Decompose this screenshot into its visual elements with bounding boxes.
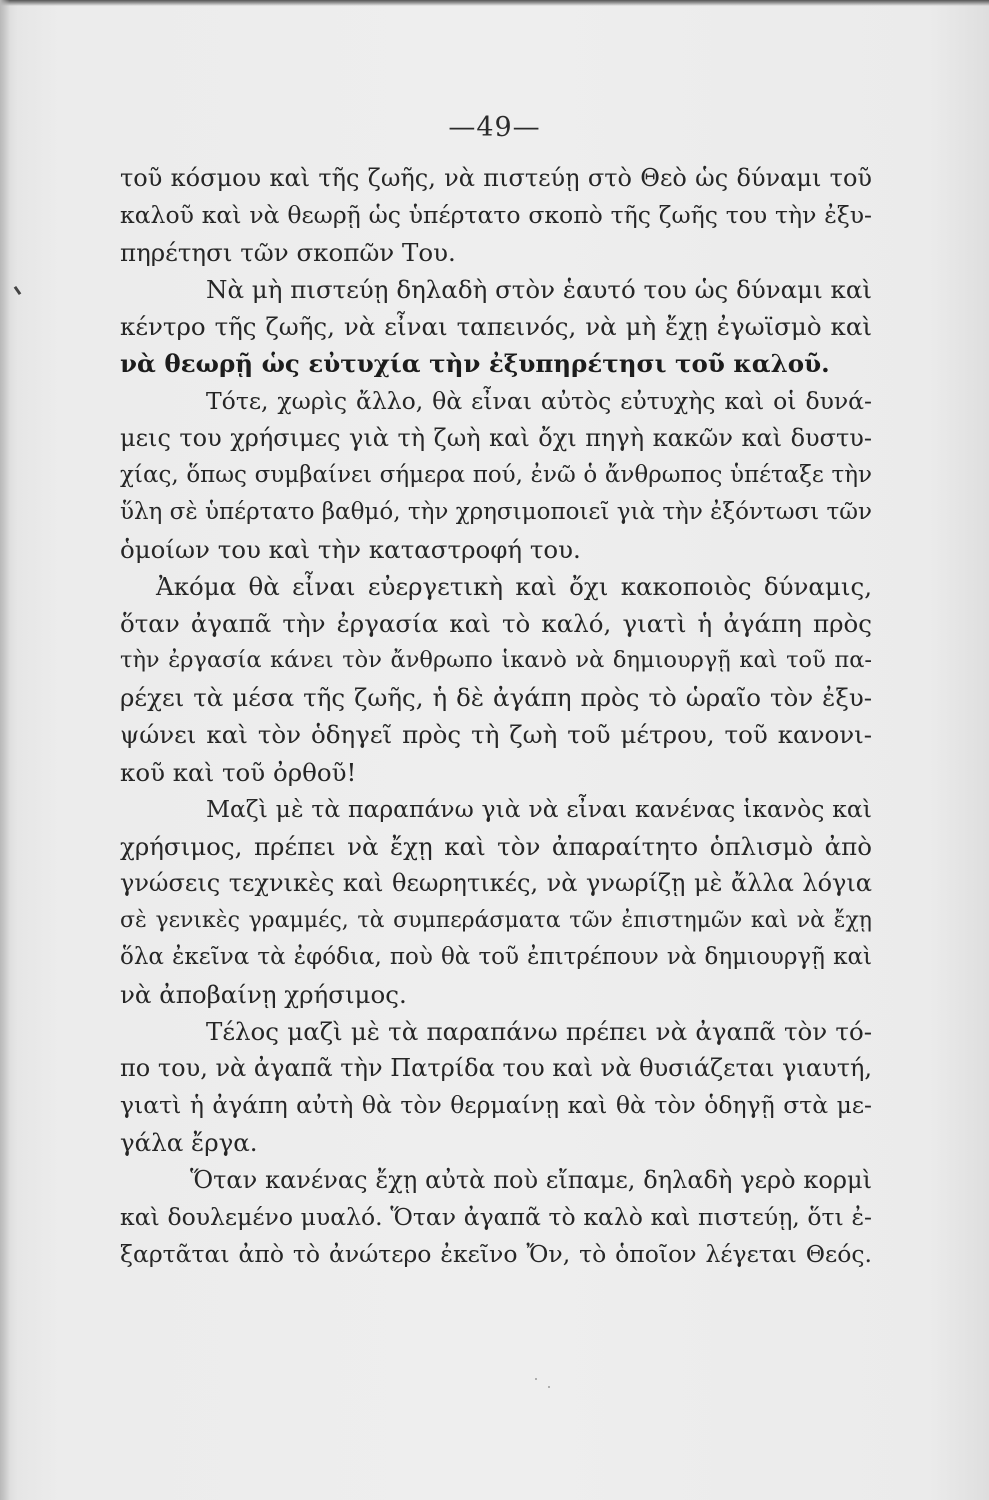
page-number: —49— (448, 112, 541, 143)
text-line: Τέλος μαζὶ μὲ τὰ παραπάνω πρέπει νὰ ἀγαπᾶ τὸν τό- (206, 1017, 872, 1047)
text-line: Νὰ μὴ πιστεύῃ δηλαδὴ στὸν ἑαυτό του ὡς δύναμι καὶ (206, 275, 872, 305)
text-line: νὰ θεωρῇ ὡς εὐτυχία τὴν ἐξυπηρέτησι τοῦ καλοῦ. (120, 349, 830, 379)
text-line: τὴν ἐργασία κάνει τὸν ἄνθρωπο ἱκανὸ νὰ δημιουργῇ καὶ τοῦ πα- (120, 647, 872, 674)
text-line: χρήσιμος, πρέπει νὰ ἔχῃ καὶ τὸν ἀπαραίτητο ὁπλισμὸ ἀπὸ (120, 831, 872, 861)
text-line: νὰ ἀποβαίνῃ χρήσιμος. (120, 980, 407, 1010)
text-line: τοῦ κόσμου καὶ τῆς ζωῆς, νὰ πιστεύῃ στὸ Θεὸ ὡς δύναμι τοῦ (120, 164, 872, 192)
text-line: ψώνει καὶ τὸν ὁδηγεῖ πρὸς τὴ ζωὴ τοῦ μέτρου, τοῦ κανονι- (120, 720, 872, 750)
text-line: ὅταν ἀγαπᾶ τὴν ἐργασία καὶ τὸ καλό, γιατὶ ἡ ἀγάπη πρὸς (120, 609, 872, 639)
text-line: Μαζὶ μὲ τὰ παραπάνω γιὰ νὰ εἶναι κανένας ἱκανὸς καὶ (206, 794, 872, 823)
text-line: Ὅταν κανένας ἔχῃ αὐτὰ ποὺ εἴπαμε, δηλαδὴ γερὸ κορμὶ (190, 1165, 872, 1194)
text-line: καὶ δουλεμένο μυαλό. Ὅταν ἀγαπᾶ τὸ καλὸ καὶ πιστεύῃ, ὅτι ἐ- (120, 1202, 872, 1231)
text-line: σὲ γενικὲς γραμμές, τὰ συμπεράσματα τῶν ἐπιστημῶν καὶ νὰ ἔχῃ (120, 907, 872, 933)
text-line: ρέχει τὰ μέσα τῆς ζωῆς, ἡ δὲ ἀγάπη πρὸς τὸ ὡραῖο τὸν ἐξυ- (120, 683, 872, 713)
text-line: ξαρτᾶται ἀπὸ τὸ ἀνώτερο ἐκεῖνο Ὄν, τὸ ὁποῖον λέγεται Θεός. (120, 1239, 872, 1268)
text-line: ὁμοίων του καὶ τὴν καταστροφή του. (120, 534, 581, 564)
text-line: καλοῦ καὶ νὰ θεωρῇ ὡς ὑπέρτατο σκοπὸ τῆς ζωῆς του τὴν ἐξυ- (120, 201, 872, 230)
margin-mark (14, 286, 22, 295)
text-line: κέντρο τῆς ζωῆς, νὰ εἶναι ταπεινός, νὰ μὴ ἔχῃ ἐγωϊσμὸ καὶ (120, 312, 872, 342)
text-line: γνώσεις τεχνικὲς καὶ θεωρητικές, νὰ γνωρίζῃ μὲ ἄλλα λόγια (120, 868, 872, 897)
text-line: πηρέτησι τῶν σκοπῶν Του. (120, 238, 456, 268)
text-line: γιατὶ ἡ ἀγάπη αὐτὴ θὰ τὸν θερμαίνῃ καὶ θὰ τὸν ὁδηγῇ στὰ με- (120, 1091, 872, 1120)
page-top-edge (0, 0, 989, 6)
paper-speck (548, 1386, 550, 1388)
paper-speck (535, 1378, 537, 1380)
text-line: πο του, νὰ ἀγαπᾶ τὴν Πατρίδα του καὶ νὰ θυσιάζεται γιαυτή, (120, 1054, 872, 1083)
text-line: ὅλα ἐκεῖνα τὰ ἐφόδια, ποὺ θὰ τοῦ ἐπιτρέπουν νὰ δημιουργῇ καὶ (120, 943, 872, 970)
text-line: Τότε, χωρὶς ἄλλο, θὰ εἶναι αὐτὸς εὐτυχὴς καὶ οἱ δυνά- (206, 386, 872, 415)
text-line: χίας, ὅπως συμβαίνει σήμερα πού, ἐνῶ ὁ ἄνθρωπος ὑπέταξε τὴν (120, 461, 872, 488)
text-line: Ἀκόμα θὰ εἶναι εὐεργετικὴ καὶ ὄχι κακοποιὸς δύναμις, (156, 572, 872, 602)
text-line: γάλα ἔργα. (120, 1128, 258, 1158)
body-text (120, 160, 872, 1273)
text-line: ὕλη σὲ ὑπέρτατο βαθμό, τὴν χρησιμοποιεῖ γιὰ τὴν ἐξόντωσι τῶν (120, 498, 872, 525)
text-line: μεις του χρήσιμες γιὰ τὴ ζωὴ καὶ ὄχι πηγὴ κακῶν καὶ δυστυ- (120, 423, 872, 452)
text-line: κοῦ καὶ τοῦ ὀρθοῦ! (120, 757, 357, 787)
page-gutter-shadow (0, 0, 10, 1500)
